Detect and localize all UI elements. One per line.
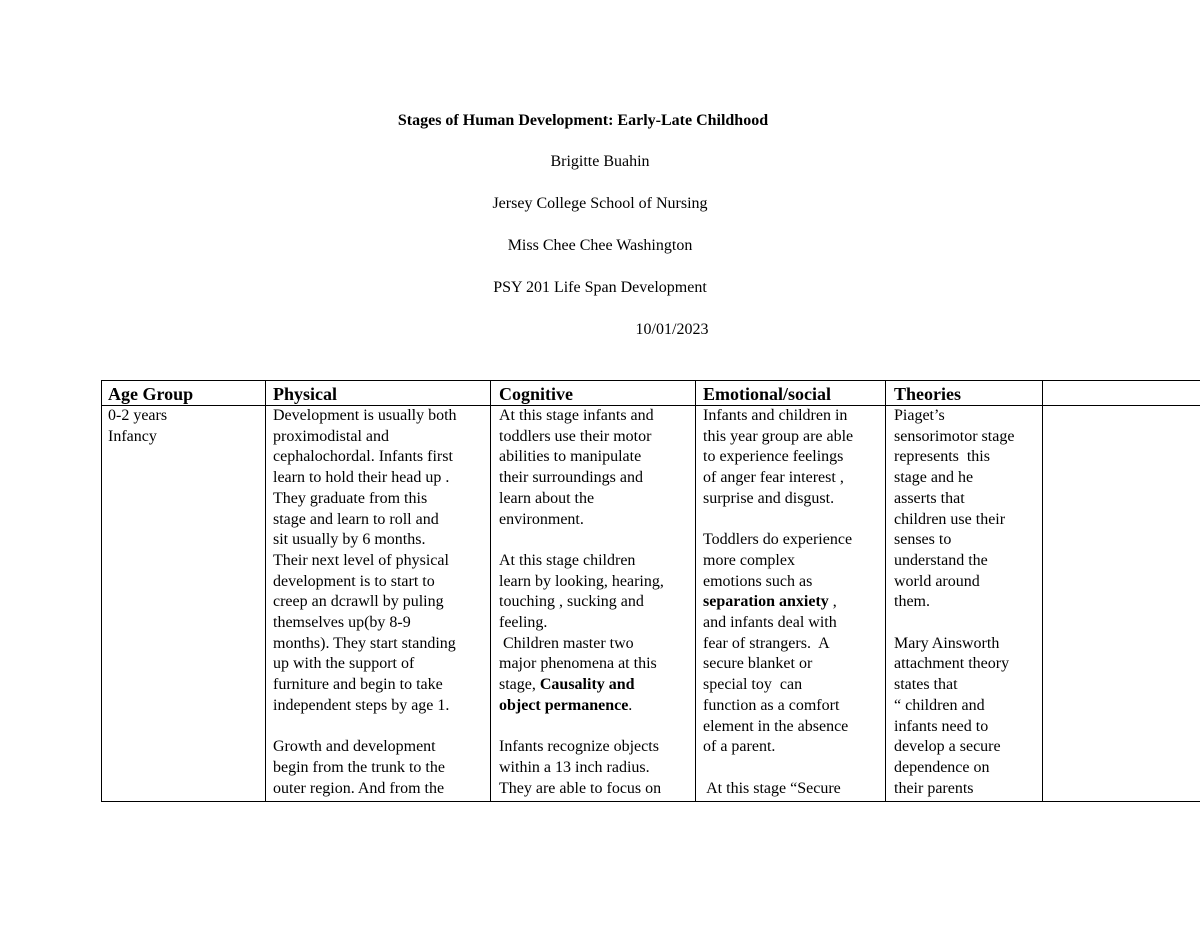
physical-line: outer region. And from the: [273, 779, 445, 797]
emotional-line: element in the absence: [703, 717, 849, 735]
physical-line: Growth and development: [273, 738, 436, 756]
cell-physical: [273, 406, 457, 799]
theories-line: senses to: [894, 531, 952, 549]
paragraph-gap: [703, 510, 853, 531]
theories-line: world around: [894, 572, 980, 590]
theories-line: “ children and: [894, 696, 985, 714]
causality-term: Causality and: [539, 676, 635, 694]
document-title: Stages of Human Development: Early-Late Childhood: [397, 112, 769, 129]
cognitive-line: major phenomena at this: [499, 655, 657, 673]
physical-line: themselves up(by 8-9: [273, 614, 411, 632]
cognitive-line: toddlers use their motor: [499, 427, 652, 445]
emotional-text: ,: [828, 593, 837, 611]
physical-line: learn to hold their head up .: [273, 469, 450, 487]
theories-line: states that: [894, 676, 958, 694]
column-divider: [265, 380, 266, 802]
header-age-group: Age Group: [108, 384, 194, 404]
cognitive-line: At this stage children: [499, 551, 636, 569]
physical-line: stage and learn to roll and: [273, 510, 439, 528]
paragraph-gap: [703, 758, 853, 779]
header-emotional-social: Emotional/social: [703, 384, 832, 404]
emotional-line: secure blanket or: [703, 655, 813, 673]
cognitive-line: environment.: [499, 510, 584, 528]
paragraph-gap: [894, 613, 1014, 634]
cognitive-text: stage,: [499, 676, 540, 694]
theories-line: Mary Ainsworth: [894, 634, 1000, 652]
emotional-line: emotions such as: [703, 572, 813, 590]
theories-line: Piaget’s: [894, 407, 945, 424]
emotional-line: At this stage “Secure: [703, 779, 841, 797]
theories-line: attachment theory: [894, 655, 1010, 673]
cognitive-line: [499, 675, 664, 696]
column-divider: [885, 380, 886, 802]
emotional-line: Infants and children in: [703, 407, 848, 424]
emotional-line: more complex: [703, 551, 795, 569]
physical-line: months). They start standing: [273, 634, 456, 652]
column-divider: [1042, 380, 1043, 802]
age-stage: Infancy: [108, 427, 157, 445]
cognitive-line: They are able to focus on: [499, 779, 662, 797]
theories-line: understand the: [894, 551, 988, 569]
column-divider: [101, 380, 102, 802]
header-cognitive: Cognitive: [499, 384, 573, 404]
physical-line: They graduate from this: [273, 489, 428, 507]
theories-line: children use their: [894, 510, 1006, 528]
separation-anxiety-term: separation anxiety: [703, 593, 829, 611]
age-range: 0-2 years: [108, 407, 168, 424]
header-physical: Physical: [273, 384, 338, 404]
instructor-name: Miss Chee Chee Washington: [507, 237, 693, 254]
author-name: Brigitte Buahin: [550, 153, 650, 170]
cell-theories: [894, 406, 1014, 799]
cognitive-line: abilities to manipulate: [499, 448, 642, 466]
theories-line: stage and he: [894, 469, 974, 487]
cognitive-line: Children master two: [499, 634, 634, 652]
physical-line: independent steps by age 1.: [273, 696, 450, 714]
physical-line: Their next level of physical: [273, 551, 449, 569]
cognitive-line: touching , sucking and: [499, 593, 644, 611]
physical-line: development is to start to: [273, 572, 435, 590]
cognitive-line: feeling.: [499, 614, 548, 632]
cognitive-line: learn about the: [499, 489, 595, 507]
physical-line: creep an dcrawll by puling: [273, 593, 444, 611]
emotional-line: to experience feelings: [703, 448, 844, 466]
physical-line: cephalochordal. Infants first: [273, 448, 453, 466]
physical-line: up with the support of: [273, 655, 415, 673]
emotional-line: special toy can: [703, 676, 803, 694]
emotional-line: and infants deal with: [703, 614, 837, 632]
cognitive-line: their surroundings and: [499, 469, 643, 487]
emotional-line: of anger fear interest ,: [703, 469, 844, 487]
column-divider: [695, 380, 696, 802]
paragraph-gap: [499, 717, 664, 738]
emotional-line: of a parent.: [703, 738, 776, 756]
emotional-line: [703, 592, 853, 613]
physical-line: sit usually by 6 months.: [273, 531, 426, 549]
document-date: 10/01/2023: [635, 321, 709, 338]
theories-line: represents this: [894, 448, 990, 466]
emotional-line: this year group are able: [703, 427, 854, 445]
column-divider: [490, 380, 491, 802]
development-table: [101, 380, 1200, 802]
cognitive-line: learn by looking, hearing,: [499, 572, 664, 590]
theories-line: their parents: [894, 779, 974, 797]
emotional-line: Toddlers do experience: [703, 531, 853, 549]
emotional-line: surprise and disgust.: [703, 489, 835, 507]
cognitive-line: Infants recognize objects: [499, 738, 659, 756]
theories-line: them.: [894, 593, 930, 611]
cell-emotional-social: [703, 406, 853, 799]
course-name: PSY 201 Life Span Development: [493, 279, 707, 296]
emotional-line: function as a comfort: [703, 696, 840, 714]
physical-line: begin from the trunk to the: [273, 758, 445, 776]
cell-cognitive: [499, 406, 664, 799]
paragraph-gap: [499, 530, 664, 551]
theories-line: dependence on: [894, 758, 990, 776]
object-permanence-term: object permanence: [499, 696, 629, 714]
physical-line: furniture and begin to take: [273, 676, 443, 694]
physical-line: proximodistal and: [273, 427, 389, 445]
paragraph-gap: [273, 717, 457, 738]
physical-line: Development is usually both: [273, 407, 457, 424]
cognitive-text: .: [628, 696, 633, 714]
header-theories: Theories: [894, 384, 961, 404]
cell-age-group: [108, 406, 167, 447]
theories-line: asserts that: [894, 489, 965, 507]
theories-line: develop a secure: [894, 738, 1001, 756]
emotional-line: fear of strangers. A: [703, 634, 830, 652]
cognitive-line: At this stage infants and: [499, 407, 654, 424]
school-name: Jersey College School of Nursing: [492, 195, 708, 212]
cognitive-line: within a 13 inch radius.: [499, 758, 650, 776]
cognitive-line: [499, 696, 664, 717]
theories-line: sensorimotor stage: [894, 427, 1015, 445]
theories-line: infants need to: [894, 717, 989, 735]
